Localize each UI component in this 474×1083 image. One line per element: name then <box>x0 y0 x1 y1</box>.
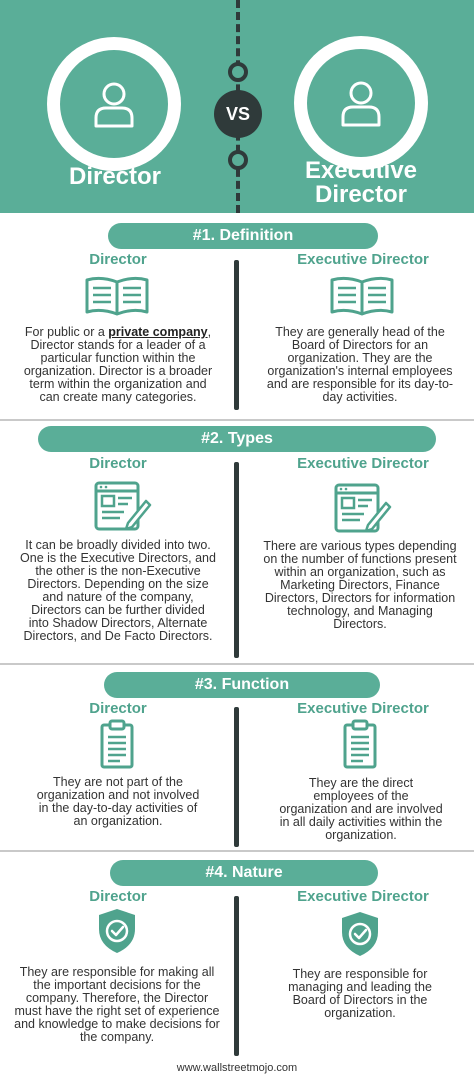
executive-director-title-line1: Executive <box>304 157 418 184</box>
document-pen-icon <box>94 481 152 531</box>
function-executive-text: They are the direct employees of the organization and are involved in all daily activities within the organization. <box>279 776 443 842</box>
column-divider <box>234 896 239 1056</box>
column-divider <box>234 462 239 658</box>
right-column-heading: Executive Director <box>297 251 429 268</box>
executive-director-title-line2: Director <box>314 181 408 208</box>
nature-executive-text: They are responsible for managing and leading the Board of Directors in the organization. <box>288 967 432 1020</box>
section-title-definition: #1. Definition <box>108 223 378 249</box>
definition-executive-text: They are generally head of the Board of Directors for an organization. They are the organization's internal employees and are responsible for its day-to-day activities. <box>266 325 454 404</box>
vs-badge: VS <box>214 90 262 138</box>
shield-check-icon <box>340 910 380 958</box>
left-column-heading: Director <box>89 700 147 717</box>
types-director-text: It can be broadly divided into two. One is the Executive Directors, and the other is the non-Executive Directors. Depending on the size and nature of the company, Directors can be further divided into Shadow Directors, Alternate Directors, and De Facto Directors. <box>20 538 216 643</box>
column-divider <box>234 707 239 847</box>
right-column-heading: Executive Director <box>297 700 429 717</box>
footer-url: www.wallstreetmojo.com <box>176 1062 298 1074</box>
nature-director-text: They are responsible for making all the important decisions for the company. Therefore, the Director must have the right set of experience and knowledge to make decisions for the company. <box>14 965 220 1044</box>
director-avatar-circle <box>47 37 181 171</box>
section-separator <box>0 663 474 665</box>
section-separator <box>0 419 474 421</box>
left-column-heading: Director <box>89 888 147 905</box>
section-title-nature: #4. Nature <box>110 860 378 886</box>
vs-ring-bottom <box>228 150 248 170</box>
private-company-link[interactable]: private company <box>108 325 208 339</box>
types-executive-text: There are various types depending on the number of functions present within an organization, such as Marketing Directors, Finance Directors, Directors for information technology, and Managing Directors. <box>263 539 457 631</box>
clipboard-icon <box>343 719 377 769</box>
left-column-heading: Director <box>89 251 147 268</box>
director-title: Director <box>68 163 162 190</box>
left-column-heading: Director <box>89 455 147 472</box>
function-director-text: They are not part of the organization and not involved in the day-to-day activities of an organization. <box>36 775 200 828</box>
document-pen-icon <box>334 483 392 533</box>
right-column-heading: Executive Director <box>297 888 429 905</box>
right-column-heading: Executive Director <box>297 455 429 472</box>
section-title-function: #3. Function <box>104 672 380 698</box>
executive-director-avatar-circle <box>294 36 428 170</box>
open-book-icon <box>329 274 395 318</box>
definition-director-text: For public or a private company, Director stands for a leader of a particular function within the organization. Director is a broader term within the organization and can create many categories. <box>23 325 213 404</box>
person-icon <box>92 80 136 128</box>
vs-ring-top <box>228 62 248 82</box>
person-icon <box>339 79 383 127</box>
column-divider <box>234 260 239 410</box>
section-separator <box>0 850 474 852</box>
clipboard-icon <box>100 719 134 769</box>
header-banner <box>0 0 474 213</box>
open-book-icon <box>84 274 150 318</box>
shield-check-icon <box>97 907 137 955</box>
section-title-types: #2. Types <box>38 426 436 452</box>
